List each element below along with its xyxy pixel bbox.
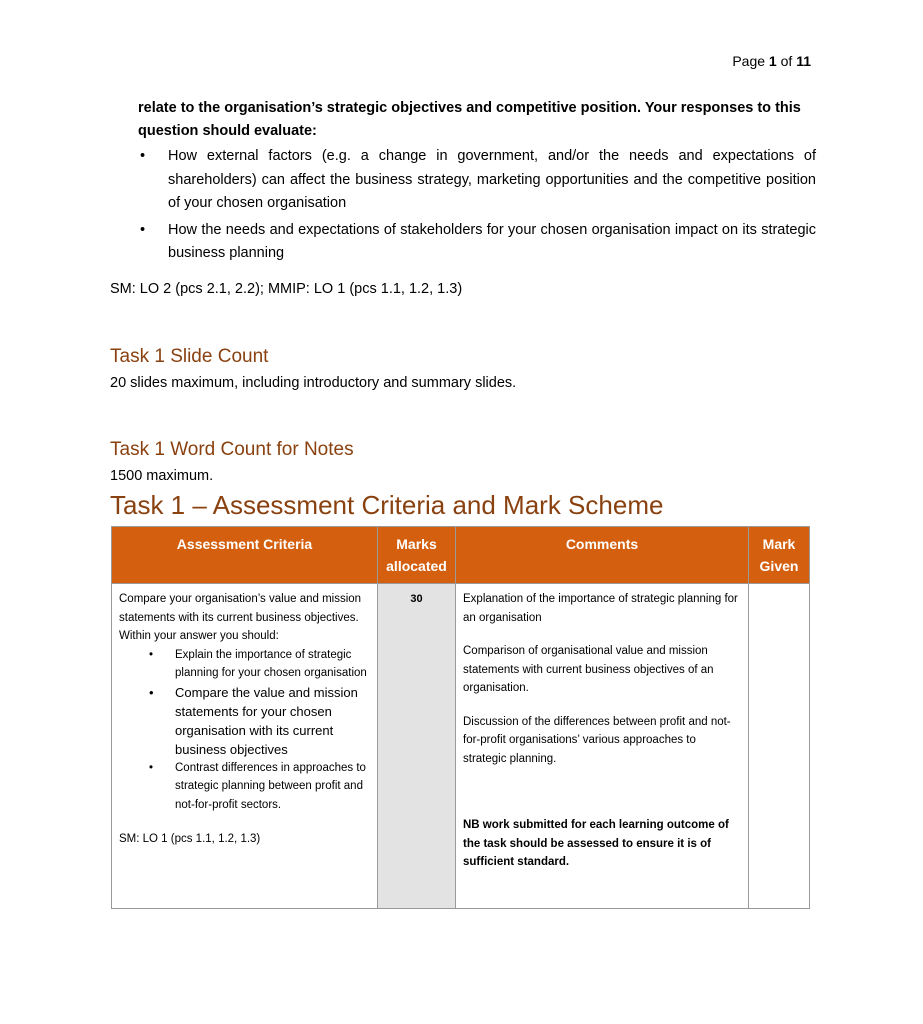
bullet-icon: • [149, 761, 154, 774]
comment-text: Comparison of organisational value and mission statements with current business objectives of an organisation. [463, 645, 714, 694]
slide-count-heading: Task 1 Slide Count [110, 346, 269, 367]
bullet-icon: • [149, 648, 154, 661]
mark-scheme-table [111, 526, 810, 909]
word-count-text: 1500 maximum. [110, 468, 214, 484]
list-item: • Compare the value and mission statements for your chosen organisation with its current business objectives [149, 684, 358, 757]
header-marks-allocated: Marks allocated [378, 527, 456, 584]
list-item: • Explain the importance of strategic planning for your chosen organisation [119, 646, 370, 683]
intro-bullet-list [140, 145, 816, 269]
bullet-icon: • [140, 148, 146, 164]
criteria-cell [112, 584, 378, 909]
list-item: • How external factors (e.g. a change in government, and/or the needs and expectations of shareholders) can affect the business strategy, marketing opportunities and the competitive position of your chosen organisation [140, 145, 816, 216]
header-mark-given: Mark Given [749, 527, 810, 584]
criteria-intro: Compare your organisation’s value and mission statements with its current business objectives. Within your answer you should: [119, 593, 362, 642]
page-number: Page 1 of 11 [732, 53, 811, 69]
comments-cell [456, 584, 749, 909]
learning-outcome-reference: SM: LO 2 (pcs 2.1, 2.2); MMIP: LO 1 (pcs 1.1, 1.2, 1.3) [110, 281, 463, 297]
header-comments: Comments [456, 527, 749, 584]
word-count-heading: Task 1 Word Count for Notes [110, 439, 354, 460]
comment-text: Discussion of the differences between profit and not-for-profit organisations’ various approaches to strategic planning. [463, 715, 731, 765]
criteria-sm-reference: SM: LO 1 (pcs 1.1, 1.2, 1.3) [119, 833, 261, 845]
comment-text: Explanation of the importance of strategic planning for an organisation [463, 593, 738, 624]
criteria-list [119, 646, 370, 815]
comment-nb: NB work submitted for each learning outcome of the task should be assessed to ensure it is of sufficient standard. [463, 819, 729, 868]
intro-question-text: relate to the organisation’s strategic objectives and competitive position. Your responses to this question should evaluate: [138, 100, 801, 139]
bullet-icon: • [149, 684, 154, 700]
header-assessment-criteria: Assessment Criteria [112, 527, 378, 584]
list-item: • Contrast differences in approaches to strategic planning between profit and not-for-profit sectors. [119, 759, 370, 815]
slide-count-text: 20 slides maximum, including introductory and summary slides. [110, 375, 517, 391]
marks-allocated-cell: 30 [378, 584, 456, 909]
mark-given-cell[interactable] [749, 584, 810, 909]
table-row [112, 584, 810, 909]
bullet-icon: • [140, 221, 146, 238]
list-item: • How the needs and expectations of stakeholders for your chosen organisation impact on its strategic business planning [140, 219, 816, 266]
criteria-heading: Task 1 – Assessment Criteria and Mark Scheme [110, 490, 664, 520]
